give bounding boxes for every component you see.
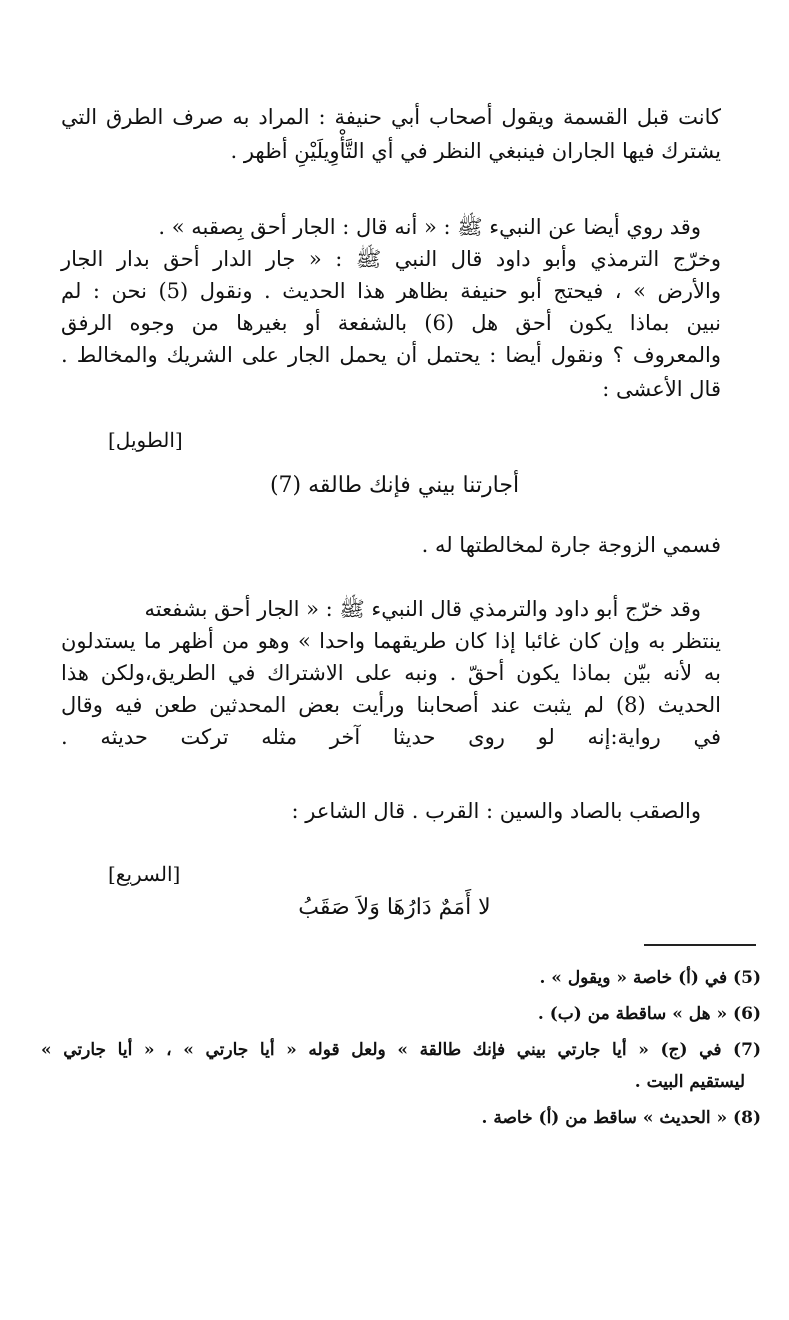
text-line: وقد روي أيضا عن النبيء ﷺ : « أنه قال : الجار أحق بِصقبه » . [158,215,701,239]
verse-line: لا أَمَمٌ دَارُهَا وَلاَ صَقَبُ [298,895,491,920]
footnote: (6) « هل » ساقطة من (ب) . [537,1004,761,1024]
footnote-separator [644,944,756,946]
text-line: وقد خرّج أبو داود والترمذي قال النبيء ﷺ : « الجار أحق بشفعته [144,597,701,621]
text-line: نبين بماذا يكون أحق هل (6) بالشفعة أو بغيرها من وجوه الرفق [61,311,722,335]
verse-line: أجارتنا بيني فإنك طالقه (7) [269,473,520,498]
text-line: وخرّج الترمذي وأبو داود قال النبي ﷺ : « جار الدار أحق بدار الجار [61,247,721,271]
text-line: والمعروف ؟ ونقول أيضا : يحتمل أن يحمل الجار على الشريك والمخالط . [61,343,721,367]
text-line: يشترك فيها الجاران فينبغي النظر في أي التَّأْوِيلَيْنِ أظهر . [230,139,721,163]
footnote: ليستقيم البيت . [634,1072,745,1092]
text-line: الحديث (8) لم يثبت عند أصحابنا ورأيت بعض المحدثين طعن فيه وقال [61,693,721,717]
text-line: في رواية:إنه لو روى حديثا آخر مثله تركت حديثه . [61,725,721,749]
text-line: فسمي الزوجة جارة لمخالطتها له . [421,533,721,557]
text-line: قال الأعشى : [602,377,721,401]
meter-label: [الطويل] [108,428,183,452]
meter-label: [السريع] [108,862,181,886]
text-line: به لأنه بيّن بماذا يكون أحقّ . ونبه على الاشتراك في الطريق،ولكن هذا [61,661,721,685]
text-line: كانت قبل القسمة ويقول أصحاب أبي حنيفة : المراد به صرف الطرق التي [61,105,721,129]
text-line: والأرض » ، فيحتج أبو حنيفة بظاهر هذا الحديث . ونقول (5) نحن : لم [61,279,721,303]
footnote: (7) في (ج) « أيا جارتي بيني فإنك طالقة » ولعل قوله « أيا جارتي » ، « أيا جارتي » [41,1040,761,1060]
text-line: ينتظر به وإن كان غائبا إذا كان طريقهما واحدا » وهو من أظهر ما يستدلون [61,629,721,653]
footnote: (5) في (أ) خاصة « ويقول » . [539,968,761,988]
footnote: (8) « الحديث » ساقط من (أ) خاصة . [481,1108,761,1128]
text-line: والصقب بالصاد والسين : القرب . قال الشاعر : [291,799,701,823]
